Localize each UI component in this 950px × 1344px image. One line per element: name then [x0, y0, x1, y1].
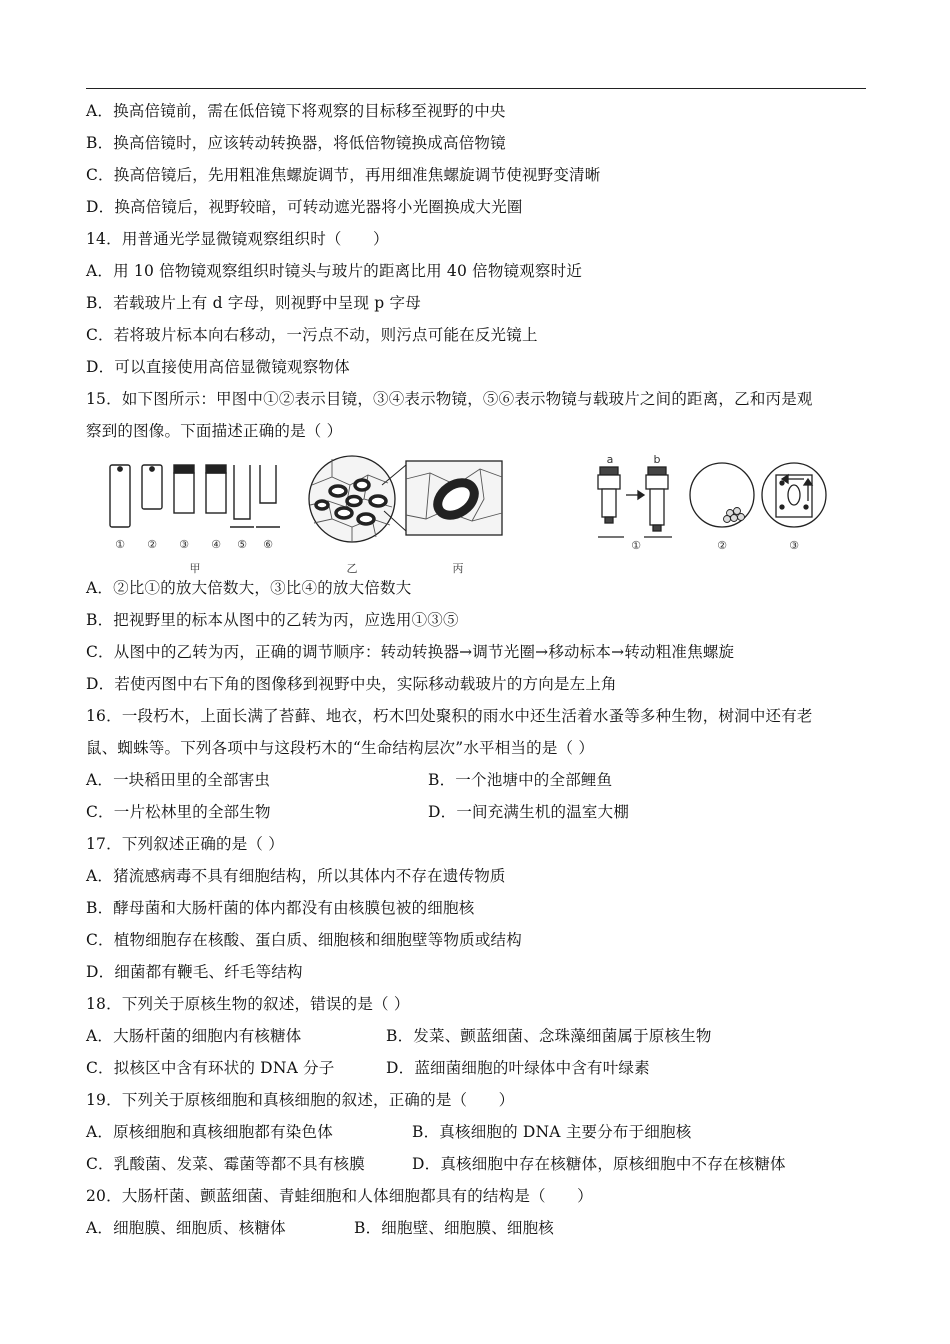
q15-option-a: A．②比①的放大倍数大，③比④的放大倍数大 — [86, 579, 412, 597]
bing-caption: 丙 — [452, 562, 464, 575]
q13-option-c: C．换高倍镜后，先用粗准焦螺旋调节，再用细准焦螺旋调节使视野变清晰 — [86, 166, 601, 184]
q15-stem-line2: 察到的图像。下面描述正确的是（ ） — [86, 422, 343, 440]
microscope-figure-svg — [100, 455, 840, 580]
q14-option-d: D．可以直接使用高倍显微镜观察物体 — [86, 358, 350, 376]
q14-option-c: C．若将玻片标本向右移动，一污点不动，则污点可能在反光镜上 — [86, 326, 538, 344]
eyepiece-1-dot — [118, 467, 122, 471]
q18-option-b: B．发菜、颤蓝细菌、念珠藻细菌属于原核生物 — [386, 1027, 712, 1045]
jia-lenses — [110, 465, 280, 527]
q17-option-a: A．猪流感病毒不具有细胞结构，所以其体内不存在遗传物质 — [86, 867, 506, 885]
jia-label-5: ⑤ — [237, 538, 247, 551]
q18-option-c: C．拟核区中含有环状的 DNA 分子 — [86, 1059, 335, 1077]
jia-label-3: ③ — [179, 538, 189, 551]
yi-field-view — [309, 456, 406, 542]
objective-3-shape — [174, 473, 194, 513]
eyepiece-1-shape — [110, 465, 130, 527]
q20-stem: 20．大肠杆菌、颤蓝细菌、青蛙细胞和人体细胞都具有的结构是（ ） — [86, 1187, 593, 1205]
q18-option-a: A．大肠杆菌的细胞内有核糖体 — [86, 1027, 302, 1045]
q16-option-b: B．一个池塘中的全部鲤鱼 — [428, 771, 613, 789]
distance-6-shape — [260, 465, 276, 503]
jia-label-4: ④ — [211, 538, 221, 551]
objective-swap — [598, 467, 672, 537]
q18-option-d: D．蓝细菌细胞的叶绿体中含有叶绿素 — [386, 1059, 650, 1077]
lens-b-label: b — [653, 455, 661, 466]
lens-a-label: a — [606, 455, 614, 466]
q15-option-d: D．若使丙图中右下角的图像移到视野中央，实际移动载玻片的方向是左上角 — [86, 675, 617, 693]
right-label-2: ② — [717, 539, 727, 552]
microscope-figure — [100, 455, 840, 580]
q17-option-d: D．细菌都有鞭毛、纤毛等结构 — [86, 963, 303, 981]
jia-label-2: ② — [147, 538, 157, 551]
q13-option-d: D．换高倍镜后，视野较暗，可转动遮光器将小光圈换成大光圈 — [86, 198, 523, 216]
q15-stem-line1: 15．如下图所示：甲图中①②表示目镜，③④表示物镜，⑤⑥表示物镜与载玻片之间的距离，乙和丙是观 — [86, 390, 813, 408]
q17-option-c: C．植物细胞存在核酸、蛋白质、细胞核和细胞壁等物质或结构 — [86, 931, 522, 949]
q19-option-a: A．原核细胞和真核细胞都有染色体 — [86, 1123, 333, 1141]
q20-option-b: B．细胞壁、细胞膜、细胞核 — [354, 1219, 554, 1237]
q18-stem: 18．下列关于原核生物的叙述，错误的是（ ） — [86, 995, 410, 1013]
q19-option-d: D．真核细胞中存在核糖体，原核细胞中不存在核糖体 — [412, 1155, 786, 1173]
q13-option-a: A．换高倍镜前，需在低倍镜下将观察的目标移至视野的中央 — [86, 102, 506, 120]
q15-option-c: C．从图中的乙转为丙，正确的调节顺序：转动转换器→调节光圈→移动标本→转动粗准焦螺旋 — [86, 643, 735, 661]
right-label-1: ① — [631, 539, 641, 552]
q15-option-b: B．把视野里的标本从图中的乙转为丙，应选用①③⑤ — [86, 611, 459, 629]
header-rule — [86, 88, 866, 89]
q19-option-b: B．真核细胞的 DNA 主要分布于细胞核 — [412, 1123, 692, 1141]
q16-option-c: C．一片松林里的全部生物 — [86, 803, 271, 821]
eyepiece-2-dot — [150, 467, 154, 471]
objective-3-cap — [174, 465, 194, 473]
q20-option-a: A．细胞膜、细胞质、核糖体 — [86, 1219, 286, 1237]
q19-option-c: C．乳酸菌、发菜、霉菌等都不具有核膜 — [86, 1155, 365, 1173]
jia-caption: 甲 — [189, 562, 201, 575]
jia-label-6: ⑥ — [263, 538, 273, 551]
q16-stem-line2: 鼠、蜘蛛等。下列各项中与这段朽木的“生命结构层次”水平相当的是（ ） — [86, 739, 595, 757]
field-view-3 — [762, 463, 826, 527]
objective-4-cap — [206, 465, 226, 473]
q14-option-a: A．用 10 倍物镜观察组织时镜头与玻片的距离比用 40 倍物镜观察时近 — [86, 262, 583, 280]
q17-option-b: B．酵母菌和大肠杆菌的体内都没有由核膜包被的细胞核 — [86, 899, 475, 917]
objective-4-shape — [206, 473, 226, 513]
yi-caption: 乙 — [346, 562, 358, 575]
q16-option-a: A．一块稻田里的全部害虫 — [86, 771, 271, 789]
q16-option-d: D．一间充满生机的温室大棚 — [428, 803, 630, 821]
field-view-2 — [690, 463, 754, 527]
q14-option-b: B．若载玻片上有 d 字母，则视野中呈现 p 字母 — [86, 294, 421, 312]
q13-option-b: B．换高倍镜时，应该转动转换器，将低倍物镜换成高倍物镜 — [86, 134, 506, 152]
q16-stem-line1: 16．一段朽木，上面长满了苔藓、地衣，朽木凹处聚积的雨水中还生活着水蚤等多种生物，树洞中还有老 — [86, 707, 813, 725]
q19-stem: 19．下列关于原核细胞和真核细胞的叙述，正确的是（ ） — [86, 1091, 515, 1109]
q14-stem: 14．用普通光学显微镜观察组织时（ ） — [86, 230, 389, 248]
distance-5-shape — [234, 465, 250, 519]
q17-stem: 17．下列叙述正确的是（ ） — [86, 835, 284, 853]
right-label-3: ③ — [789, 539, 799, 552]
jia-label-1: ① — [115, 538, 125, 551]
bing-magnified-view — [406, 461, 502, 535]
